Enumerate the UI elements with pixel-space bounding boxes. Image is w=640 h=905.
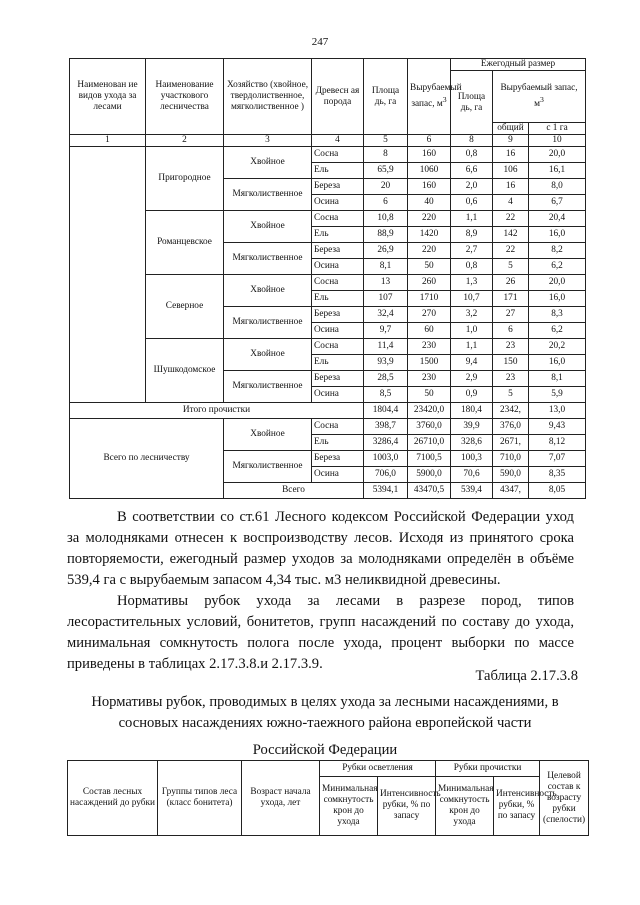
header-care-type: Наименован ие видов ухода за лесами (70, 59, 146, 135)
district-cell: Романцевское (146, 211, 224, 275)
header-forest-types: Группы типов леса (класс бонитета) (158, 761, 242, 836)
paragraph-1: В соответствии со ст.61 Лесного кодексом Российской Федерации уход за молодняками отнесен к воспроизводству лесов. Исходя из принятого срока повторяемости, ежегодный размер уходов за молодняками определён в объёме 539,4 га с вырубаемым запасом 4,34 тыс. м3 неликвидной древесины. (67, 509, 574, 588)
table-row: Ель 93,9 1500 9,4 150 16,0 (70, 355, 586, 371)
header-species: Древесн ая порода (312, 59, 364, 135)
column-number-row: 1 2 3 4 5 6 8 9 10 (70, 135, 586, 147)
table-row: Ель 3286,4 26710,0 328,6 2671, 8,12 (70, 435, 586, 451)
felling-norms-table (67, 760, 589, 836)
total-row: Всего 5394,1 43470,5 539,4 4347, 8,05 (70, 483, 586, 499)
table-row: Ель 88,9 1420 8,9 142 16,0 (70, 227, 586, 243)
district-cell: Пригородное (146, 147, 224, 211)
farm-cell: Хвойное (224, 275, 312, 307)
district-cell: Северное (146, 275, 224, 339)
body-text (67, 507, 574, 675)
table-row: Мягколиственное Береза 26,9 220 2,7 22 8,2 (70, 243, 586, 259)
farm-cell: Мягколиственное (224, 307, 312, 339)
header-district: Наименование участкового лесничества (146, 59, 224, 135)
header-annual-size: Ежегодный размер (451, 59, 586, 71)
farm-cell: Мягколиственное (224, 243, 312, 275)
table-row: Ель 65,9 1060 6,6 106 16,1 (70, 163, 586, 179)
header-intensity-2: Интенсивность рубки, % по запасу (494, 776, 540, 835)
table-row: Пригородное Хвойное Сосна 8 160 0,8 16 20,0 (70, 147, 586, 163)
table-row: Шушкодомское Хвойное Сосна 11,4 230 1,1 23 20,2 (70, 339, 586, 355)
farm-cell: Хвойное (224, 419, 312, 451)
paragraph-2: Нормативы рубок ухода за лесами в разрезе пород, типов лесорастительных условий, бонитетов, групп насаждений по составу до ухода, минимальная сомкнутость полога после ухода, процент выборки по массе приведены в таблицах 2.17.3.8.и 2.17.3.9. (67, 593, 574, 672)
table-number: Таблица 2.17.3.8 (475, 668, 578, 684)
district-cell: Шушкодомское (146, 339, 224, 403)
header-total: общий (493, 123, 529, 135)
header-felled-stock: Вырубаемый запас, $м^3$ (408, 59, 451, 135)
table-row: Мягколиственное Береза 32,4 270 3,2 27 8,3 (70, 307, 586, 323)
header-annual-stock: Вырубаемый запас, $м^3$ (493, 71, 586, 123)
table-row: Осина 9,7 60 1,0 6 6,2 (70, 323, 586, 339)
page-number: 247 (311, 36, 329, 48)
header-min-density-2: Минимальная сомкнутость крон до ухода (436, 776, 494, 835)
header-composition: Состав лесных насаждений до рубки (68, 761, 158, 836)
farm-cell: Хвойное (224, 339, 312, 371)
header-start-age: Возраст начала ухода, лет (242, 761, 320, 836)
header-per-ha: с 1 га (529, 123, 586, 135)
table-row: Всего по лесничеству Хвойное Сосна 398,7 3760,0 39,9 376,0 9,43 (70, 419, 586, 435)
grand-label-cell: Всего по лесничеству (70, 419, 224, 499)
table-caption: Нормативы рубок, проводимых в целях ухода за лесными насаждениями, в сосновых насаждениях южно-таежного района европейской части Российской Федерации (91, 694, 559, 758)
header-annual-area: Площа дь, га (451, 71, 493, 135)
table-row: Осина 8,5 50 0,9 5 5,9 (70, 387, 586, 403)
header-farm: Хозяйство (хвойное, твердолиственное, мягколиственное ) (224, 59, 312, 135)
table-row: Мягколиственное Береза 20 160 2,0 16 8,0 (70, 179, 586, 195)
table-row: Осина 706,0 5900,0 70,6 590,0 8,35 (70, 467, 586, 483)
header-clearing-fellings: Рубки осветления (320, 761, 436, 777)
felling-volume-table (69, 58, 586, 499)
care-type-cell (70, 147, 146, 403)
table-row: Осина 6 40 0,6 4 6,7 (70, 195, 586, 211)
farm-cell: Хвойное (224, 211, 312, 243)
table-row: Романцевское Хвойное Сосна 10,8 220 1,1 22 20,4 (70, 211, 586, 227)
subtotal-row: Итого прочистки 1804,4 23420,0 180,4 2342, 13,0 (70, 403, 586, 419)
table-row: Мягколиственное Береза 28,5 230 2,9 23 8,1 (70, 371, 586, 387)
farm-cell: Мягколиственное (224, 179, 312, 211)
table-row: Северное Хвойное Сосна 13 260 1,3 26 20,0 (70, 275, 586, 291)
header-min-density-1: Минимальная сомкнутость крон до ухода (320, 776, 378, 835)
header-intensity-1: Интенсивность рубки, % по запасу (378, 776, 436, 835)
table-row: Осина 8,1 50 0,8 5 6,2 (70, 259, 586, 275)
table-row: Мягколиственное Береза 1003,0 7100,5 100,3 710,0 7,07 (70, 451, 586, 467)
table-row: Ель 107 1710 10,7 171 16,0 (70, 291, 586, 307)
farm-cell: Мягколиственное (224, 451, 312, 483)
farm-cell: Мягколиственное (224, 371, 312, 403)
header-target-composition: Целевой состав к возрасту рубки (спелости) (540, 761, 589, 836)
header-area: Площа дь, га (364, 59, 408, 135)
farm-cell: Хвойное (224, 147, 312, 179)
header-cleaning-fellings: Рубки прочистки (436, 761, 540, 777)
